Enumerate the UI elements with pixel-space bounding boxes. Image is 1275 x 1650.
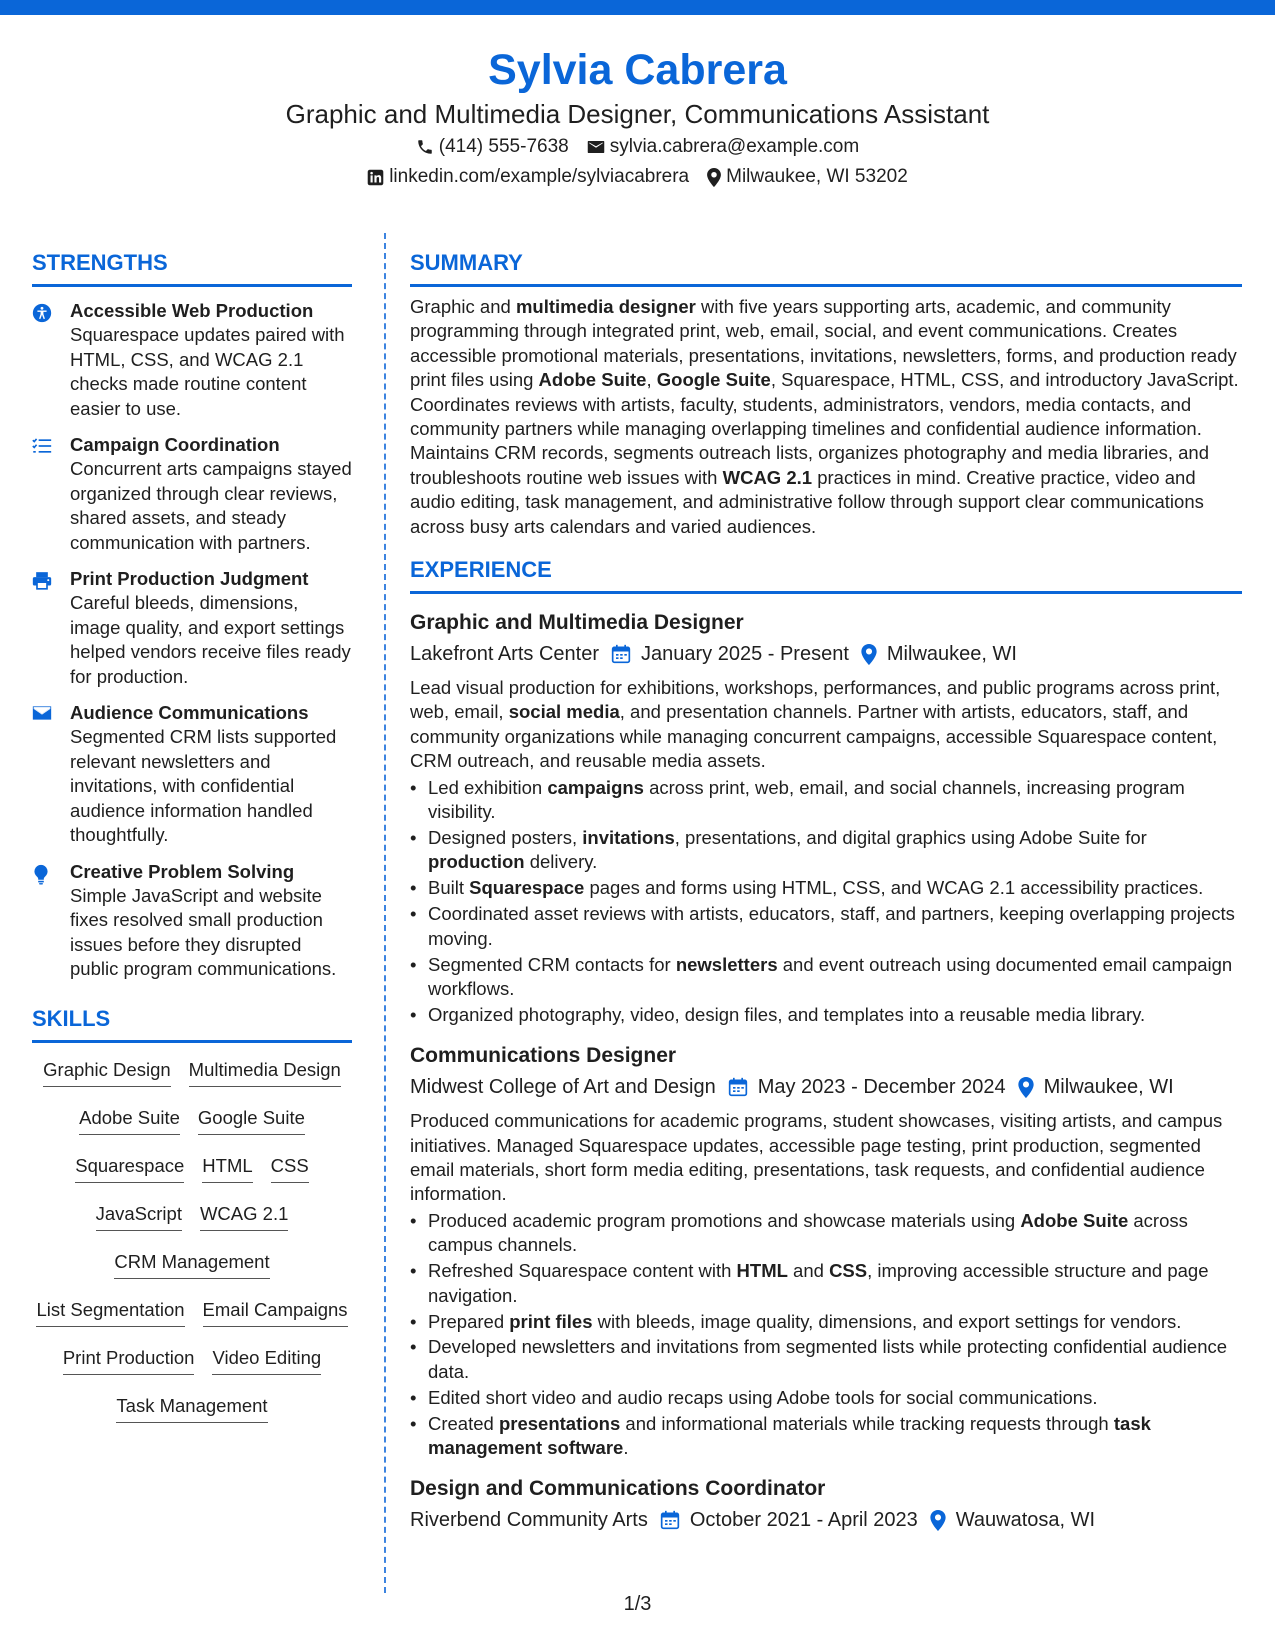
strength-item — [32, 860, 352, 982]
right-column — [410, 248, 1242, 1536]
text-run: and event outreach using documented email campaign workflows. — [428, 953, 1233, 999]
skills-heading: SKILLS — [32, 1004, 352, 1043]
bold-text: print files — [509, 1310, 593, 1332]
accessibility-icon — [32, 299, 56, 421]
job-meta — [410, 1071, 1242, 1103]
job-entry — [410, 1041, 1242, 1460]
text-run: across campus channels. — [428, 1209, 1188, 1256]
bullet-item — [410, 1259, 1242, 1308]
email-text[interactable]: sylvia.cabrera@example.com — [609, 136, 860, 157]
bold-text: social media — [508, 701, 620, 723]
text-run: pages and forms using HTML, CSS, and WCAG 2.1 accessibility practices. — [584, 877, 1204, 899]
map-pin-icon — [707, 168, 721, 187]
bold-text: invitations — [582, 827, 675, 848]
summary-heading: SUMMARY — [410, 248, 1242, 287]
bullet-item — [410, 1412, 1242, 1461]
bullet-item — [410, 776, 1242, 825]
job-description — [410, 676, 1242, 774]
contact-row-2 — [0, 162, 1275, 192]
skill-tag: Google Suite — [198, 1099, 305, 1135]
bold-text: multimedia designer — [515, 296, 696, 317]
text-run: Produced academic program promotions and showcase materials using — [428, 1209, 1021, 1231]
job-dates-item — [611, 638, 849, 670]
strength-title: Campaign Coordination — [70, 434, 280, 455]
strengths-heading: STRENGTHS — [32, 248, 352, 287]
phone-item — [416, 132, 569, 162]
bullet-item — [410, 1335, 1242, 1384]
bullet-item — [410, 1386, 1242, 1410]
strength-title: Accessible Web Production — [70, 300, 314, 321]
bold-text: Google Suite — [656, 369, 771, 391]
calendar-icon — [728, 1077, 748, 1097]
email-item[interactable] — [587, 132, 860, 162]
strength-item — [32, 299, 352, 421]
bullet-item — [410, 826, 1242, 875]
bold-text: campaigns — [547, 776, 644, 798]
top-accent-bar — [0, 0, 1275, 15]
bold-text: CSS — [829, 1260, 868, 1282]
skill-tag: Print Production — [63, 1339, 195, 1375]
skill-tag: Task Management — [116, 1387, 267, 1423]
skill-tag: HTML — [202, 1147, 252, 1183]
bullet-item — [410, 1003, 1242, 1027]
text-run: across print, web, email, and social channels, increasing program visibility. — [428, 776, 1185, 823]
bullet-item — [410, 902, 1242, 951]
text-run: Produced communications for academic programs, student showcases, visiting artists, and campus initiatives. Managed Squarespace updates, accessible page testing, print production, segmented email materials, short form media editing, presentations, task requests, and confidential audience information. — [410, 1110, 1223, 1205]
job-dates-item — [660, 1504, 918, 1536]
text-run: , Squarespace, HTML, CSS, and introductory JavaScript. Coordinates reviews with artists, faculty, students, administrators, vendors, media contacts, and community partners while managing overlapping timelines and confidential audience information. Maintains CRM records, segments outreach lists, organizes photography and media libraries, and troubleshoots routine web issues with — [410, 369, 1239, 488]
job-location: Milwaukee, WI — [1043, 1076, 1174, 1099]
strength-desc: Simple JavaScript and website fixes resolved small production issues before they disrupted public program communications. — [70, 884, 337, 979]
job-location-item — [1018, 1071, 1174, 1103]
text-run: Designed posters, — [428, 827, 583, 848]
job-location: Milwaukee, WI — [886, 643, 1017, 666]
bold-text: Adobe Suite — [1020, 1209, 1129, 1231]
text-run: Graphic and — [410, 296, 516, 317]
job-meta — [410, 1504, 1242, 1536]
bold-text: newsletters — [675, 953, 778, 975]
bullet-item — [410, 876, 1242, 900]
job-bullets — [410, 776, 1242, 1028]
job-title: Graphic and Multimedia Designer — [410, 611, 744, 635]
phone-icon — [416, 138, 434, 156]
job-dates: October 2021 - April 2023 — [689, 1509, 918, 1532]
calendar-icon — [660, 1510, 680, 1530]
strength-desc: Squarespace updates paired with HTML, CSS, and WCAG 2.1 checks made routine content easier to use. — [70, 324, 345, 419]
strength-item — [32, 701, 352, 848]
text-run: with bleeds, image quality, dimensions, and export settings for vendors. — [592, 1310, 1182, 1332]
skill-tag: WCAG 2.1 — [200, 1195, 288, 1231]
map-pin-icon — [1018, 1077, 1034, 1098]
job-company: Riverbend Community Arts — [410, 1509, 648, 1532]
job-dates: January 2025 - Present — [640, 643, 849, 666]
experience-list — [410, 608, 1242, 1536]
text-run: and informational materials while tracking requests through — [620, 1412, 1114, 1434]
phone-text: (414) 555-7638 — [438, 136, 569, 157]
text-run: Built — [428, 877, 470, 899]
candidate-headline: Graphic and Multimedia Designer, Communications Assistant — [285, 99, 990, 129]
job-company: Lakefront Arts Center — [410, 643, 599, 666]
linkedin-text[interactable]: linkedin.com/example/sylviacabrera — [389, 166, 690, 187]
skill-tag: CSS — [271, 1147, 309, 1183]
column-divider — [384, 233, 386, 1593]
text-run: delivery. — [524, 851, 598, 873]
bullet-item — [410, 953, 1242, 1002]
text-run: with five years supporting arts, academic, and community programming through integrated print, web, email, social, and event communications. Creates accessible promotional materials, presentations, invitations, newsletters, forms, and production ready print files using — [410, 296, 1237, 391]
calendar-icon — [611, 644, 631, 664]
job-dates-item — [728, 1071, 1006, 1103]
text-run: Lead visual production for exhibitions, workshops, performances, and public programs across print, web, email, — [410, 677, 1221, 723]
bold-text: HTML — [736, 1260, 788, 1282]
envelope-icon — [32, 701, 56, 848]
skill-tag: Squarespace — [75, 1147, 184, 1183]
linkedin-item[interactable] — [367, 162, 689, 192]
job-title: Communications Designer — [410, 1044, 677, 1068]
resume-header — [0, 44, 1275, 192]
printer-icon — [32, 567, 56, 689]
strength-desc: Segmented CRM lists supported relevant newsletters and invitations, with confidential audience information handled thoughtfully. — [70, 726, 337, 845]
location-item — [707, 162, 908, 192]
bold-text: presentations — [498, 1412, 621, 1434]
text-run: , presentations, and digital graphics using Adobe Suite for — [674, 827, 1147, 848]
left-column — [32, 248, 352, 1435]
text-run: , — [646, 369, 657, 391]
job-location-item — [930, 1504, 1095, 1536]
text-run: Led exhibition — [428, 776, 548, 798]
skill-tag: Email Campaigns — [203, 1291, 348, 1327]
job-entry — [410, 608, 1242, 1027]
strength-item — [32, 567, 352, 689]
bold-text: WCAG 2.1 — [722, 466, 813, 488]
bullet-item — [410, 1209, 1242, 1258]
skill-tag: List Segmentation — [36, 1291, 184, 1327]
text-run: . — [623, 1437, 629, 1459]
experience-heading: EXPERIENCE — [410, 555, 1242, 594]
skill-tag: Graphic Design — [43, 1051, 171, 1087]
text-run: Refreshed Squarespace content with — [428, 1260, 737, 1282]
text-run: Segmented CRM contacts for — [428, 953, 676, 975]
skill-tag: Multimedia Design — [189, 1051, 341, 1087]
text-run: practices in mind. Creative practice, video and audio editing, task management, and administrative follow through support clear communications across busy arts calendars and varied audiences. — [410, 466, 1204, 537]
text-run: Edited short video and audio recaps using Adobe tools for social communications. — [428, 1386, 1098, 1408]
skill-tag: Adobe Suite — [79, 1099, 180, 1135]
linkedin-icon — [367, 169, 384, 186]
text-run: and — [787, 1260, 830, 1282]
location-text: Milwaukee, WI 53202 — [726, 166, 908, 187]
strength-item — [32, 433, 352, 555]
text-run: Organized photography, video, design files, and templates into a reusable media library. — [428, 1003, 1146, 1025]
text-run: Coordinated asset reviews with artists, educators, staff, and partners, keeping overlapping projects moving. — [428, 903, 1235, 949]
job-description — [410, 1109, 1242, 1207]
strength-desc: Careful bleeds, dimensions, image quality, and export settings helped vendors receive files ready for production. — [70, 592, 351, 687]
lightbulb-icon — [32, 860, 56, 982]
contact-row-1 — [0, 132, 1275, 162]
skill-tag: Video Editing — [212, 1339, 321, 1375]
bold-text: task management software — [428, 1412, 1151, 1459]
job-location-item — [861, 638, 1017, 670]
bullet-item — [410, 1310, 1242, 1334]
job-title: Design and Communications Coordinator — [410, 1477, 826, 1501]
skills-list — [32, 1051, 352, 1435]
summary-text — [410, 295, 1242, 539]
candidate-name: Sylvia Cabrera — [488, 46, 787, 94]
strength-title: Creative Problem Solving — [70, 860, 295, 882]
skill-tag: JavaScript — [96, 1195, 182, 1231]
text-run: Prepared — [428, 1310, 510, 1332]
text-run: , improving accessible structure and page navigation. — [428, 1260, 1209, 1306]
map-pin-icon — [861, 644, 877, 665]
bold-text: production — [428, 851, 525, 873]
map-pin-icon — [930, 1510, 946, 1531]
job-dates: May 2023 - December 2024 — [757, 1076, 1006, 1099]
page-number: 1/3 — [623, 1593, 652, 1615]
bold-text: Adobe Suite — [538, 369, 647, 391]
job-entry — [410, 1474, 1242, 1536]
job-bullets — [410, 1209, 1242, 1461]
strength-desc: Concurrent arts campaigns stayed organized through clear reviews, shared assets, and steady communication with partners. — [70, 458, 352, 553]
strength-title: Print Production Judgment — [70, 568, 309, 589]
text-run: Developed newsletters and invitations from segmented lists while protecting confidential audience data. — [428, 1336, 1228, 1382]
text-run: , and presentation channels. Partner with artists, educators, staff, and community organizations while managing concurrent campaigns, accessible Squarespace content, CRM outreach, and reusable media assets. — [410, 701, 1218, 772]
job-location: Wauwatosa, WI — [955, 1509, 1096, 1532]
job-meta — [410, 638, 1242, 670]
text-run: Created — [428, 1412, 499, 1434]
skill-tag: CRM Management — [114, 1243, 269, 1279]
job-company: Midwest College of Art and Design — [410, 1076, 716, 1099]
bold-text: Squarespace — [469, 877, 585, 899]
strength-title: Audience Communications — [70, 702, 309, 723]
envelope-icon — [587, 139, 605, 155]
checklist-icon — [32, 433, 56, 555]
